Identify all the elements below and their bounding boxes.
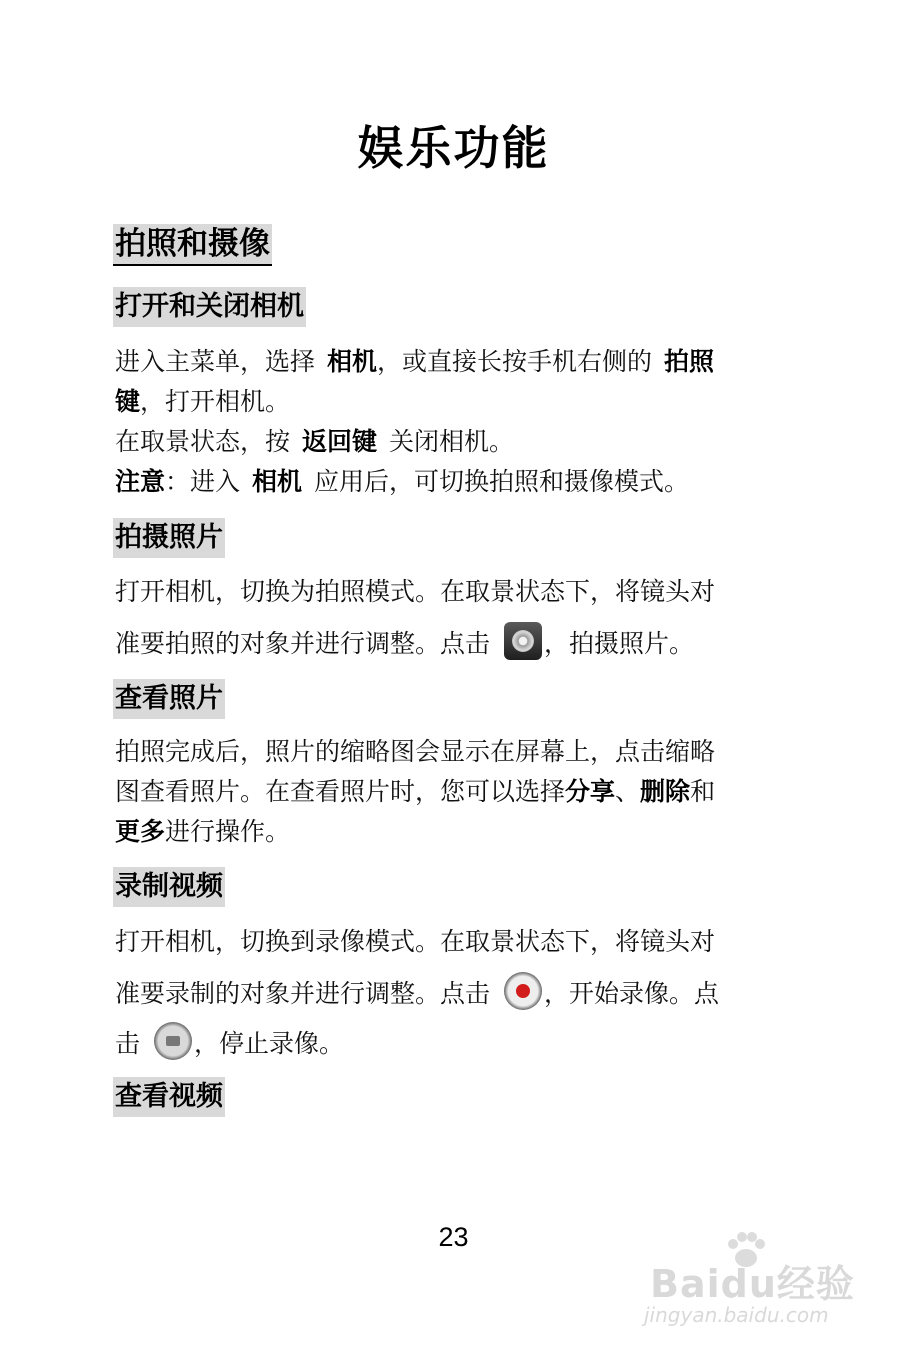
text: ：进入: [165, 467, 241, 496]
paragraph-record-video-3: [115, 1022, 787, 1064]
text: ，拍摄照片。: [544, 629, 695, 658]
subsection-heading-take-photo: 拍摄照片: [113, 518, 225, 558]
subsection-heading-open-close: 打开和关闭相机: [113, 287, 306, 327]
subsection-heading-view-photo: 查看照片: [113, 679, 225, 719]
paragraph-record-video-2: [115, 972, 787, 1014]
text: ，停止录像。: [194, 1029, 345, 1058]
page-number: 23: [438, 1222, 469, 1252]
stop-button-icon: [154, 1022, 192, 1060]
text: 击: [115, 1029, 141, 1058]
bold-delete: 删除: [640, 777, 691, 806]
text: ，或直接长按手机右侧的: [377, 347, 653, 376]
shutter-button-icon: [504, 622, 542, 660]
bold-camera: 相机: [252, 467, 303, 496]
text: 图查看照片。在查看照片时，您可以选择: [115, 777, 566, 806]
paragraph-take-photo-2: [115, 622, 787, 664]
text: 打开相机，切换为拍照模式。在取景状态下，将镜头对: [115, 577, 716, 606]
bold-note: 注意: [115, 467, 166, 496]
text: 和: [690, 777, 716, 806]
section-heading: 拍照和摄像: [113, 224, 272, 266]
bold-camera: 相机: [327, 347, 378, 376]
subsection-heading-view-video: 查看视频: [113, 1077, 225, 1117]
paragraph-note: [115, 462, 787, 502]
record-button-icon: [504, 972, 542, 1010]
text: 进入主菜单，选择: [115, 347, 316, 376]
text: 进行操作。: [165, 817, 291, 846]
paragraph-view-photo: [115, 732, 787, 852]
text: 关闭相机。: [389, 427, 515, 456]
baidu-watermark: [640, 1228, 855, 1328]
bold-share: 分享: [565, 777, 616, 806]
page-title: 娱乐功能: [357, 121, 550, 175]
bold-capture: 拍照: [664, 347, 715, 376]
text: 在取景状态，按: [115, 427, 291, 456]
text: ，打开相机。: [140, 387, 291, 416]
paragraph-record-video: [115, 922, 787, 962]
bold-key: 键: [115, 387, 141, 416]
text: ，开始录像。点: [544, 979, 720, 1008]
text: 准要拍照的对象并进行调整。点击: [115, 629, 491, 658]
text: 应用后，可切换拍照和摄像模式。: [314, 467, 690, 496]
text: 拍照完成后，照片的缩略图会显示在屏幕上，点击缩略: [115, 737, 716, 766]
paragraph-take-photo: [115, 572, 787, 612]
subsection-heading-record-video: 录制视频: [113, 867, 225, 907]
text: 、: [615, 777, 641, 806]
bold-more: 更多: [115, 817, 166, 846]
watermark-logo-text: Baidu经验: [650, 1262, 855, 1306]
paragraph-close-camera: [115, 422, 787, 462]
bold-back-key: 返回键: [302, 427, 378, 456]
text: 打开相机，切换到录像模式。在取景状态下，将镜头对: [115, 927, 716, 956]
text: 准要录制的对象并进行调整。点击: [115, 979, 491, 1008]
paragraph-open-camera: [115, 342, 787, 422]
watermark-url: jingyan.baidu.com: [644, 1303, 829, 1327]
